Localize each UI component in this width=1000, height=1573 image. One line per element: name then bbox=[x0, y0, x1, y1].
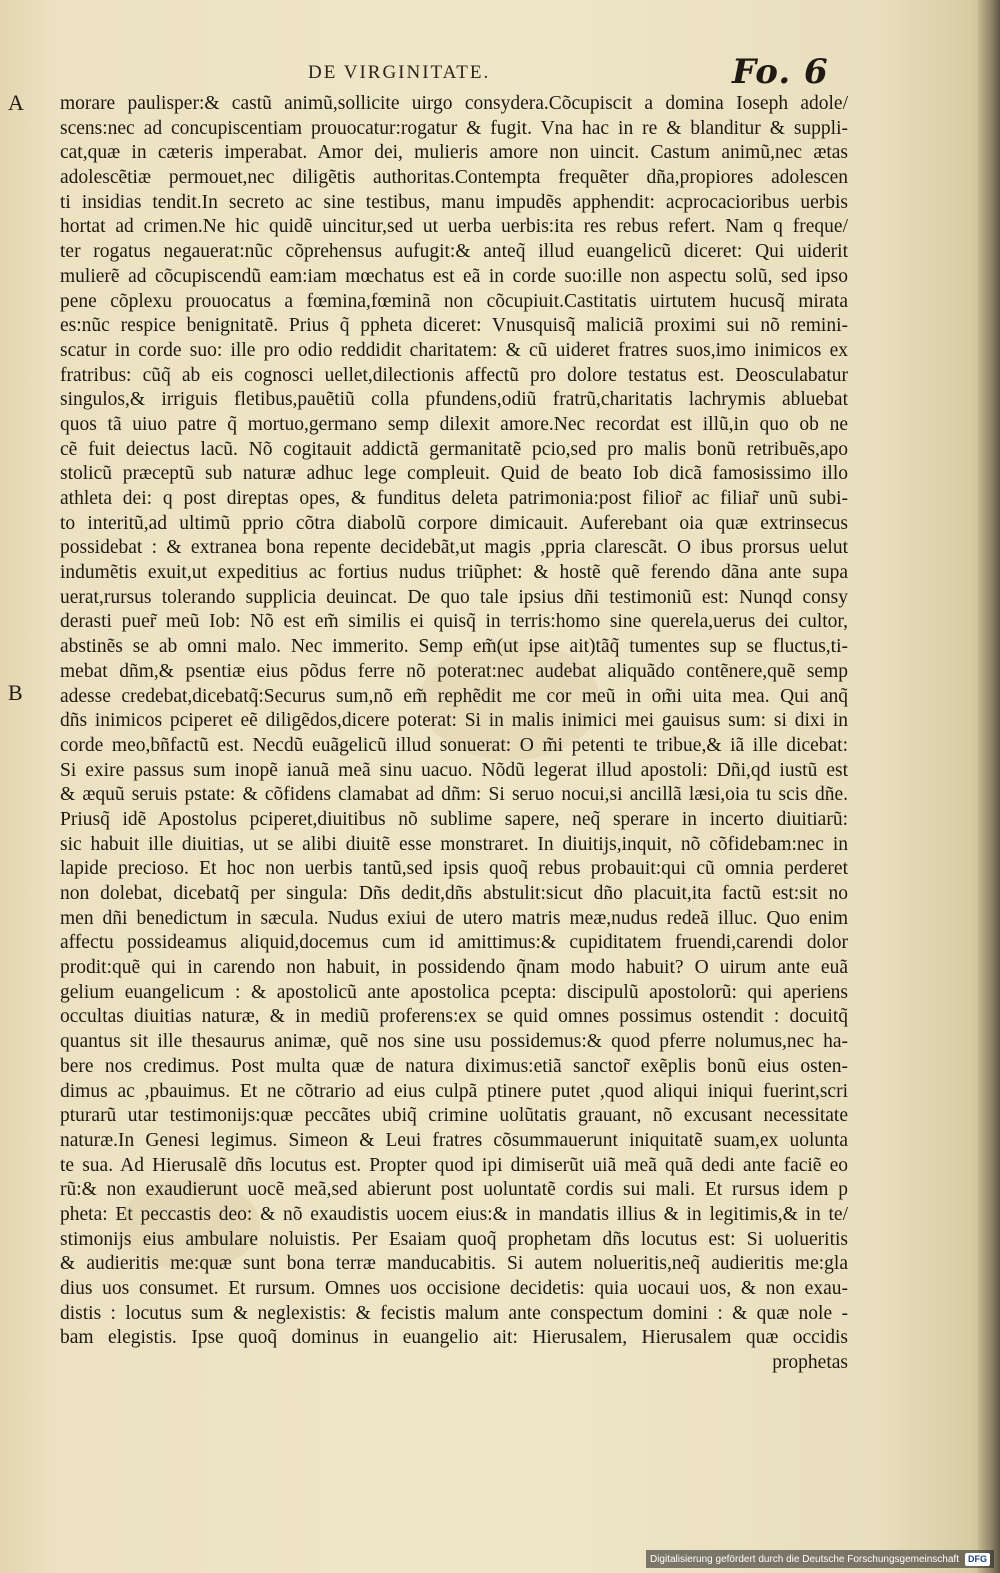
text-line: non dolebat, dicebatq̃ per singula: Dñs dedit,dñs abstulit:sicut dño placuit,ita factũ est:sit no bbox=[60, 883, 848, 904]
text-line: stolicũ præceptũ sub naturæ adhuc lege compleuit. Quid de beato Iob dicã famosissimo illo bbox=[60, 463, 848, 485]
text-line: scens:nec ad concupiscentiam prouocatur:rogatur & fugit. Vna hac in re & blanditur & suppli- bbox=[60, 117, 848, 139]
text-line: athleta dei: q post direptas opes, & funditus deleta patrimonia:post filior̃ ac filiar̃ unũ subi- bbox=[60, 488, 848, 509]
text-line: abstinẽs se ab omni malo. Nec immerito. Semp em̃(ut ipse ait)tãq̃ tumentes sup se fluctus,ti- bbox=[60, 636, 848, 658]
text-line: prodit:quẽ qui in carendo non habuit, in possidendo q̃nam modo habuit? O uirum ante euã bbox=[60, 957, 848, 979]
text-line: occultas diuitias naturæ, & in mediũ proferens:ex se quid omnes possimus ostendit : docuitq̃ bbox=[60, 1006, 848, 1028]
text-line: rũ:& non exaudierunt uocẽ meã,sed abierunt post uoluntatẽ cordis sui mali. Et rursus idem p bbox=[60, 1179, 848, 1201]
text-line: pheta: Et peccastis deo: & nõ exaudistis uocem eius:& in mandatis illius & in legitimis,& in te/ bbox=[60, 1203, 848, 1225]
text-line: naturæ.In Genesi legimus. Simeon & Leui fratres cõsummauerunt iniquitatẽ suam,ex uolunta bbox=[60, 1129, 848, 1151]
text-line: dimus ac ,pbauimus. Et ne cõtrario ad eius culpã ptinere putet ,quod aliqui iniqui fuerint,scri bbox=[60, 1080, 848, 1102]
text-line: derasti puer̃ meũ Iob: Nõ est em̃ similis ei quisq̃ in terris:homo sine querela,uerus dei cultor, bbox=[60, 611, 848, 633]
text-line: dñs inimicos pciperet eẽ diligẽdos,dicere poterat: Si in malis inimici mei gauisus sum: si dixi in bbox=[60, 710, 848, 732]
text-line: morare paulisper:& castũ animũ,sollicite uirgo consydera.Cõcupiscit a domina Ioseph adole/ bbox=[60, 93, 848, 114]
text-line: adolescẽtiæ permouet,nec diligẽtis authoritas.Contempta frequẽter dña,propiores adolescen bbox=[60, 167, 848, 189]
text-line: Si exire passus sum inopẽ ianuã meã sinu uacuo. Nõdũ legerat illud apostoli: Dñi,qd iustũ est bbox=[60, 759, 848, 781]
running-head bbox=[0, 52, 1000, 96]
margin-letter-b: B bbox=[8, 680, 23, 705]
text-line: cat,quæ in cæteris imperabat. Amor dei, mulieris amore non uincit. Castum animũ,nec ætas bbox=[60, 142, 848, 164]
text-line: possidebat : & extranea bona repente decidebãt,ut magis ,ppria clarescãt. O ibus prorsus uelut bbox=[60, 537, 848, 559]
running-title: DE VIRGINITATE. bbox=[308, 62, 491, 83]
dfg-logo: DFG bbox=[965, 1553, 990, 1566]
text-line: sic habuit ille diuitias, ut se alibi diuitẽ esse monstraret. In diuitijs,inquit, nõ cõfidebam:nec in bbox=[60, 833, 848, 855]
text-line: fratribus: cũq̃ ab eis cognosci uellet,dilectionis affectũ pro dolore testatus est. Deosculabatur bbox=[60, 364, 848, 386]
text-line: uerat,rursus tolerando supplicia deuincat. De quo tale ipsius dñi testimoniũ est: Nunqd consy bbox=[60, 586, 848, 608]
credit-text: Digitalisierung gefördert durch die Deutsche Forschungsgemeinschaft bbox=[649, 1553, 959, 1565]
text-line: prophetas bbox=[772, 1352, 848, 1374]
text-line: es:nũc respice benignitatẽ. Prius q̃ pphetа diceret: Vnusquisq̃ maliciã proximi sui nõ remini- bbox=[60, 315, 848, 337]
text-line: te sua. Ad Hierusalẽ dñs locutus est. Propter quod ipi dimiserũt uiã meã quã dedi ante faciẽ eo bbox=[60, 1154, 848, 1176]
text-line: to interitũ,ad ultimũ pprio cõtra diabolũ corpore dimicauit. Auferebant oia quæ extrinsecus bbox=[60, 512, 848, 534]
text-line: lapide precioso. Et hoc non uerbis tantũ,sed ipsis quoq̃ rebus probauit:qui cũ omnia perderet bbox=[60, 858, 848, 880]
text-line: ti insidias tendit.In secreto ac sine testibus, manu impudẽs apphendit: acprocacioribus uerbis bbox=[60, 191, 848, 213]
margin-letter-a: A bbox=[8, 90, 24, 115]
text-line: & audieritis me:quæ sunt bona terræ manducabitis. Si autem nolueritis,neq̃ audieritis me:gla bbox=[60, 1253, 848, 1275]
page-gutter bbox=[978, 0, 1000, 1573]
text-line: gelium euangelicum : & apostolicũ ante apostolica pcepta: discipulũ apostolorũ: qui aperiens bbox=[60, 981, 848, 1003]
text-line: bere nos credimus. Post multa quæ de natura diximus:etiã sanctor̃ exẽplis bonũ eius osten- bbox=[60, 1055, 848, 1077]
text-line: corde meo,bñfactũ est. Necdũ euãgelicũ illud sonuerat: O m̃i petenti te tribue,& iã ille dicebat: bbox=[60, 734, 848, 756]
text-line: stimonijs eius ambulare noluistis. Per Esaiam quoq̃ prophetam dñs locutus est: Si uolueritis bbox=[60, 1228, 848, 1250]
text-line: mebat dñm,& psentiæ eius põdus ferre nõ poterat:nec audebat aliquãdo contẽnere,quẽ semp bbox=[60, 660, 848, 682]
text-line: scatur in corde suo: ille pro odio reddidit charitatem: & cũ uideret fratres suos,imo inimicos ex bbox=[60, 339, 848, 361]
text-line: Priusq̃ idẽ Apostolus pciperet,diuitibus nõ sublime sapere, neq̃ sperare in incerto diuitiarũ: bbox=[60, 808, 848, 830]
text-line: ter rogatus negauerat:nũc cõprehensus aufugit:& anteq̃ illud euangelicũ diceret: Qui uiderit bbox=[60, 241, 848, 263]
text-line: bam elegistis. Ipse quoq̃ dominus in euangelio ait: Hierusalem, Hierusalem quæ occidis bbox=[60, 1327, 848, 1349]
digitization-credit bbox=[646, 1550, 994, 1568]
text-line: quos tã uiuo patre q̃ mortuo,germano semp dilexit amore.Nec recordat est illũ,in quo ob ne bbox=[60, 413, 848, 435]
text-line: indumẽtis exuit,ut expeditius ac fortius nudus triũphet: & hostẽ quẽ ferendo dãna ante supa bbox=[60, 562, 848, 584]
text-line: & æquũ seruis pstate: & cõfidens clamabat ad dñm: Si seruo nocui,si ancillã læsi,oia tu scis dñe. bbox=[60, 784, 848, 806]
text-block bbox=[60, 92, 848, 1376]
folio-number: Fo. 6 bbox=[732, 52, 829, 92]
text-line: cẽ fuit deiectus lacũ. Nõ cogitauit addictã germanitatẽ pcio,sed pro malis bonũ retribuẽs,apo bbox=[60, 438, 848, 460]
text-line: distis : locutus sum & neglexistis: & fecistis malum ante conspectum domini : & quæ nole - bbox=[60, 1302, 848, 1324]
text-line: men dñi benedictum in sæcula. Nudus exiui de utero matris meæ,nudus redeã illuc. Quo enim bbox=[60, 907, 848, 929]
text-line: adesse credebat,dicebatq̃:Securus sum,nõ em̃ rephẽdit me cor meũ in om̃i uita mea. Qui anq̃ bbox=[60, 685, 848, 707]
text-line: mulierẽ ad cõcupiscendũ eam:iam mœchatus est eã in corde suo:ille non aspectu solũ, sed ipso bbox=[60, 265, 848, 287]
text-line: quantus sit ille thesaurus animæ, quẽ nos sine usu possidemus:& quod pferre nolumus,nec ha- bbox=[60, 1031, 848, 1053]
text-line: singulos,& irriguis fletibus,pauẽtiũ colla pfundens,odiũ fratrũ,charitatis lachrymis abluebat bbox=[60, 389, 848, 411]
text-line: affectu possideamus aliquid,docemus cum id amittimus:& cupiditatem fruendi,carendi dolor bbox=[60, 932, 848, 954]
text-line: pturarũ utar testimonijs:quæ peccãtes ubiq̃ crimine uolũtatis grauant, nõ excusant necessitate bbox=[60, 1105, 848, 1127]
text-line: hortat ad crimen.Ne hic quidẽ uincitur,sed ut uerba uerbis:ita res rebus refert. Nam q freque/ bbox=[60, 216, 848, 238]
text-line: dius uos consumet. Et rursum. Omnes uos occisione decidetis: quia uocaui uos, & non exau- bbox=[60, 1278, 848, 1299]
text-line: pene cõplexu prouocatus a fœmina,fœminã non cõcupiuit.Castitatis uirtutem hucusq̃ mirata bbox=[60, 290, 848, 312]
